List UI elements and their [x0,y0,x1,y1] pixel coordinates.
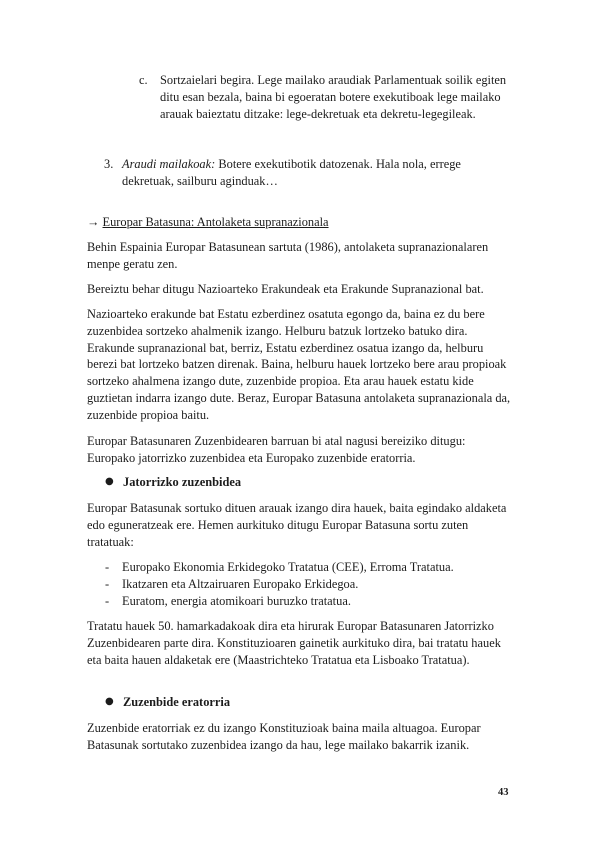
paragraph-2: Bereiztu behar ditugu Nazioarteko Erakundeak eta Erakunde Supranazional bat. [87,282,484,296]
page-number: 43 [498,787,509,798]
dash-marker: - [105,577,110,591]
treaty-item: Ikatzaren eta Altzairuaren Europako Erkidegoa. [122,577,359,591]
subheading-eratorria: Zuzenbide eratorria [123,695,231,709]
paragraph-1: Behin Espainia Europar Batasunean sartuta (1986), antolaketa supranazionalaren menpe geratu zen. [87,240,489,271]
list-marker-3: 3. [104,157,114,171]
paragraph-7: Zuzenbide eratorriak ez du izango Konstituzioak baina maila altuagoa. Europar Batasunak sortutako zuzenbidea izango da hau, lege mailako bakarrik izanik. [87,721,481,752]
section-title: Europar Batasuna: Antolaketa supranazionala [102,215,329,229]
arrow-icon: → [87,215,103,229]
list-marker-c: c. [139,73,148,87]
dash-marker: - [105,594,110,608]
list-item-3-title: Araudi mailakoak: [122,157,216,171]
list-item-c: Sortzaielari begira. Lege mailako araudiak Parlamentuak soilik egiten ditu esan bezala, baina bi egoeratan botere exekutiboak lege mailako arauak baieztatu ditzake: lege-dekretuak eta dekretu-legegileak. [160,73,507,121]
treaty-item: Europako Ekonomia Erkidegoko Tratatua (CEE), Erroma Tratatua. [122,560,454,574]
list-item-3 [122,156,515,190]
dash-marker: - [105,560,110,574]
bullet-icon: ● [105,696,114,707]
section-heading [87,214,515,231]
bullet-icon: ● [105,476,114,487]
treaty-item: Euratom, energia atomikoari buruzko tratatua. [122,594,351,608]
paragraph-6: Tratatu hauek 50. hamarkadakoak dira eta hirurak Europar Batasunaren Jatorrizko Zuzenbidearen parte dira. Konstituzioaren gainetik aurkituko dira, bai tratatu hauek eta baita hauen aldaketak ere (Maastrichteko Tratatua eta Lisboako Tratatua). [87,619,501,667]
paragraph-4: Europar Batasunaren Zuzenbidearen barruan bi atal nagusi bereiziko ditugu: Europako jatorrizko zuzenbidea eta Europako zuzenbide eratorria. [87,434,466,465]
paragraph-5: Europar Batasunak sortuko dituen arauak izango dira hauek, baita egindako aldaketa edo eguneratzeak ere. Hemen aurkituko ditugu Europar Batasuna sortu zuten tratatuak: [87,501,507,549]
list-item-3-text: Botere exekutibotik datozenak. Hala nola, errege dekretuak, sailburu aginduak… [122,157,461,188]
paragraph-3: Nazioarteko erakunde bat Estatu ezberdinez osatuta egongo da, baina ez du bere zuzenbidea sortzeko ahalmenik izango. Helburu batzuk lortzeko batuko dira. Erakunde supranazional bat, berriz, Estatu ezberdinez osatua izango da, helburu berezi bat lortzeko batzen direnak. Baina, helburu hauek lortzeko bere arau propioak sortzeko ahalmena izango dute, zuzenbide propioa. Eta arau hauek estatu kide guztietan indarra izango dute. Beraz, Europar Batasuna antolaketa supranazionala da, zuzenbide propioa baitu. [87,307,511,422]
subheading-jatorrizko: Jatorrizko zuzenbidea [123,475,242,489]
